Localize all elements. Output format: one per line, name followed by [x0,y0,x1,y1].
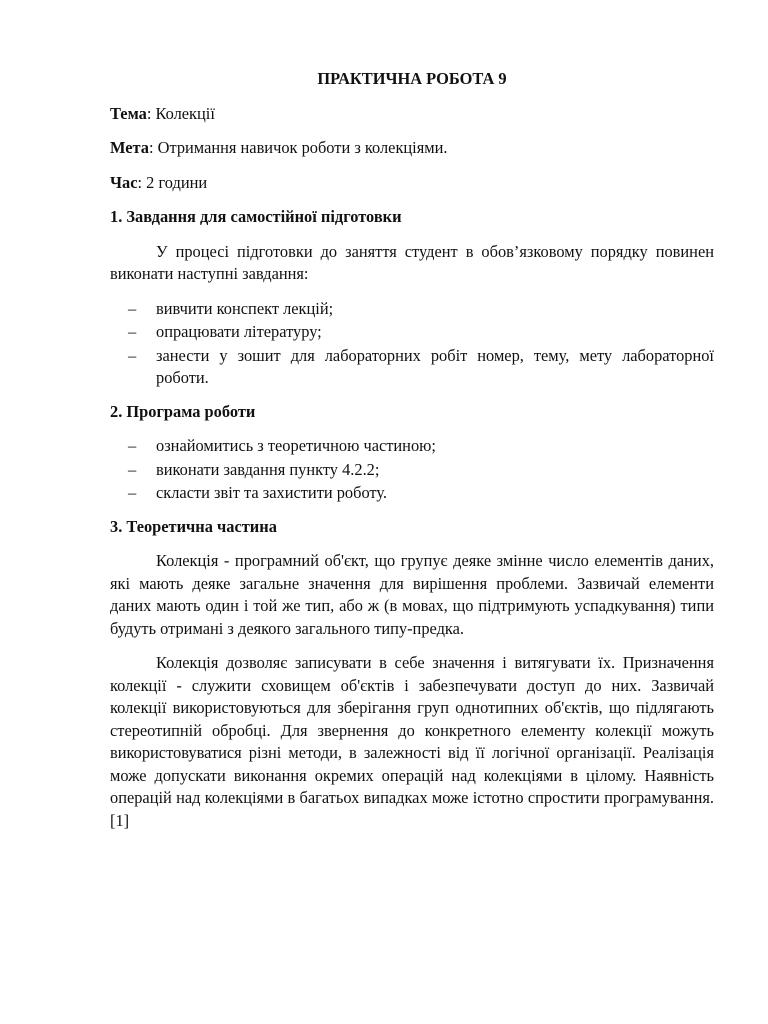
time-line [110,172,714,195]
section-3-paragraph-2: Колекція дозволяє записувати в себе значення і витягувати їх. Призначення колекції - служити сховищем об'єктів і забезпечувати доступ до них. Зазвичай колекції використовуються для зберігання груп однотипних об'єктів, що підлягають стереотипній обробці. Для звернення до конкретного елементу колекції можуть використовуватися різні методи, в залежності від її логічної організації. Реалізація може допускати виконання окремих операцій над колекціями в цілому. Наявність операцій над колекціями в багатьох випадках може істотно спростити програмування. [1] [110,653,714,830]
dash-marker: – [128,322,137,341]
dash-marker: – [128,345,137,365]
section-3-heading: 3. Теоретична частина [110,516,277,536]
list-item-text: ознайомитись з теоретичною частиною; [156,436,436,455]
section-2-list [110,435,714,505]
list-item-text: вивчити конспект лекцій; [156,298,334,318]
list-item-text: занести у зошит для лабораторних робіт номер, тему, мету лабораторної роботи. [156,345,714,387]
topic-line [110,103,714,126]
list-item-text: виконати завдання пункту 4.2.2; [156,459,380,479]
goal-value: : Отримання навичок роботи з колекціями. [148,138,448,157]
time-value: : 2 години [137,172,208,192]
time-label: Час [110,172,138,192]
list-item-text: скласти звіт та захистити роботу. [156,483,388,502]
dash-marker: – [128,436,137,455]
goal-line [110,137,714,160]
list-item [110,435,714,458]
dash-marker: – [128,459,137,479]
topic-value: : Колекції [146,103,215,123]
list-item [110,345,714,390]
page-title: ПРАКТИЧНА РОБОТА 9 [317,69,507,88]
dash-marker: – [128,483,137,502]
list-item [110,298,714,321]
goal-label: Мета [110,138,149,157]
list-item [110,321,714,344]
list-item [110,459,714,482]
section-1-list [110,298,714,390]
list-item-text: опрацювати літературу; [156,322,322,341]
section-2-heading: 2. Програма роботи [110,401,256,421]
topic-label: Тема [110,103,147,123]
document-page [110,68,714,844]
list-item [110,482,714,505]
dash-marker: – [128,298,137,318]
section-3-paragraph-1: Колекція - програмний об'єкт, що групує деяке змінне число елементів даних, які мають деяке загальне значення для вирішення проблеми. Зазвичай елементи даних мають один і той же тип, або ж (в мовах, що підтримують успадкування) типи будуть отримані з деякого загального типу-предка. [110,551,714,638]
section-1-intro: У процесі підготовки до заняття студент в обов’язковому порядку повинен виконати наступні завдання: [110,241,714,283]
section-1-heading: 1. Завдання для самостійної підготовки [110,207,402,226]
